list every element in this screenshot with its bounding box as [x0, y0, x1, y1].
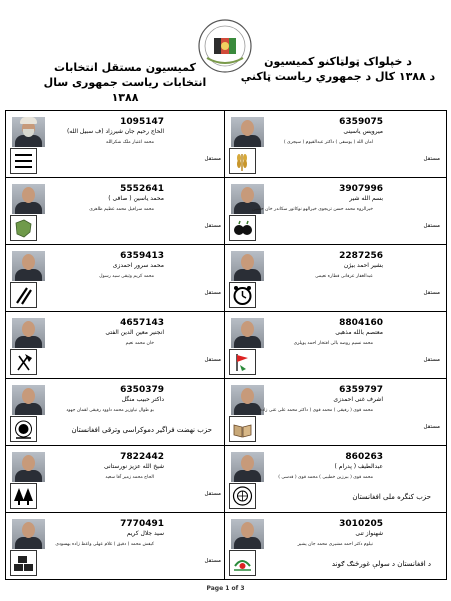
candidate-number: 6359413	[120, 251, 164, 261]
seal-icon	[12, 418, 35, 440]
candidate-name: انجنیر معین الدین الفتی	[105, 329, 164, 336]
candidate-status: مستقل	[423, 424, 440, 430]
electoral-symbol	[229, 483, 256, 509]
candidate-name: داکتر حبیب منگل	[121, 396, 164, 403]
party-name: د افغانستان د سولې غورځنګ ګوند	[331, 560, 431, 568]
electoral-symbol	[229, 550, 256, 576]
candidate-number: 2287256	[339, 251, 383, 261]
candidate-status: مستقل	[204, 156, 221, 162]
page-header	[0, 0, 451, 108]
iec-dari-line2: انتخابات ریاست جمهوری سال ۱۳۸۸	[43, 76, 207, 104]
candidate-running-mates: محمد سرافیل محمد عظیم ظاهری	[89, 207, 154, 212]
candidate-number: 8804160	[339, 318, 383, 328]
candidate-card	[6, 111, 224, 177]
iec-pashto-line1: د خپلواک ټولټاکنو کمیسیون	[264, 55, 412, 68]
iec-pashto-line2: د ۱۳۸۸ کال د جمهوري رياست ټاکنې	[240, 70, 436, 83]
pencil-icon	[12, 284, 35, 306]
candidate-status: مستقل	[423, 156, 440, 162]
candidate-status: مستقل	[204, 491, 221, 497]
candidate-number: 6350379	[120, 385, 164, 395]
electoral-symbol	[229, 349, 256, 375]
axe-icon	[12, 351, 35, 373]
book-icon	[231, 418, 254, 440]
candidate-running-mates: کیفش محمد ( دقیق ) غلام عهلی واعظ زاده بهسودی	[55, 542, 154, 547]
electoral-symbol	[10, 148, 37, 174]
candidate-name: شیخ الله عزیز نورستانی	[103, 463, 164, 470]
candidate-name: الحاج رحیم جان شیرزاد (ف سبیل الله)	[66, 128, 164, 135]
candidate-number: 860263	[345, 452, 383, 462]
candidate-card	[225, 446, 443, 512]
candidate-card	[6, 446, 224, 512]
electoral-symbol	[229, 416, 256, 442]
candidate-card	[6, 513, 224, 579]
iec-dari-line1: کمیسیون مستقل انتخابات	[54, 61, 196, 74]
candidate-running-mates: الحاج محمد زمیر آقا سعید	[105, 475, 154, 480]
electoral-symbol	[10, 550, 37, 576]
candidate-running-mates: خان محمد نعیم	[125, 341, 154, 346]
candidate-name: شهنواز تنی	[355, 530, 383, 537]
candidate-card	[225, 513, 443, 579]
candidate-card	[6, 379, 224, 445]
candidate-number: 7770491	[120, 519, 164, 529]
candidate-running-mates: خیرالزوه محمد حسن تریجوی خیرالهو نوکاتور سکاندر خان حسین	[252, 207, 373, 212]
candidate-name: معتصم بالله مذهبی	[335, 329, 383, 336]
party-name: حزب نهضت فراگیر دموکراسی وترقی افغانستان	[71, 426, 212, 434]
candidate-card	[6, 245, 224, 311]
candidate-card	[225, 312, 443, 378]
apple-icon	[231, 217, 254, 239]
clock-icon	[231, 284, 254, 306]
candidate-running-mates: محمد اعتبار ملک شکرالله	[106, 140, 154, 145]
electoral-symbol	[229, 215, 256, 241]
tree-icon	[12, 485, 35, 507]
bricks-icon	[12, 552, 35, 574]
candidate-running-mates: محمد کریم وثیقی سید رسول	[99, 274, 154, 279]
iec-pashto-title	[238, 54, 438, 84]
rows-icon	[12, 150, 35, 172]
candidate-card	[6, 312, 224, 378]
electoral-symbol	[229, 282, 256, 308]
candidate-running-mates: بو طوال نیاوزیز محمد داوود رفیقی لقمان جهود	[66, 408, 154, 413]
iec-dari-title	[40, 60, 210, 105]
candidate-status: مستقل	[423, 223, 440, 229]
candidate-number: 3010205	[339, 519, 383, 529]
candidate-running-mates: محمد نسیم روضه بالی افتخار احمد پوپلزی	[293, 341, 373, 346]
map-icon	[12, 217, 35, 239]
candidate-name: محمد سرور احمدزی	[112, 262, 164, 269]
candidate-running-mates: محمد قوی ( رفیقی ) محمد قوی ( داکتر محمد علی غنی زاده	[259, 408, 373, 413]
candidate-running-mates: امان الله ( یوسفی ) داکتر عبدالقیوم ( سپجری )	[283, 140, 373, 145]
candidate-card	[225, 245, 443, 311]
electoral-symbol	[10, 483, 37, 509]
candidate-number: 4657143	[120, 318, 164, 328]
candidate-running-mates: محمد قوی ( ببرزین خطیبی ) محمد قوی ( قدسی )	[278, 475, 373, 480]
candidate-grid	[5, 110, 447, 580]
candidate-number: 7822442	[120, 452, 164, 462]
candidate-number: 1095147	[120, 117, 164, 127]
candidate-number: 3907996	[339, 184, 383, 194]
candidate-running-mates: نیلوم دکتر احمد مشیری محمد جان پشیز	[297, 542, 373, 547]
candidate-name: میرویس یاسینی	[343, 128, 383, 135]
wheat-icon	[231, 150, 254, 172]
party-name: حزب کنگره ملی افغانستان	[352, 493, 431, 501]
emblem-icon	[231, 485, 254, 507]
candidate-card	[6, 178, 224, 244]
candidate-number: 6359797	[339, 385, 383, 395]
candidate-status: مستقل	[204, 357, 221, 363]
candidate-status: مستقل	[423, 290, 440, 296]
electoral-symbol	[10, 215, 37, 241]
candidate-card	[225, 178, 443, 244]
candidate-name: اشرف غنی احمدزی	[333, 396, 383, 403]
electoral-symbol	[10, 416, 37, 442]
candidate-name: بشیر احمد بیژن	[343, 262, 383, 269]
candidate-name: بسم الله شیر	[349, 195, 383, 202]
candidate-status: مستقل	[423, 357, 440, 363]
electoral-symbol	[10, 349, 37, 375]
electoral-symbol	[10, 282, 37, 308]
candidate-running-mates: عبدالغفار عرفانی قطاره نعیمی	[315, 274, 373, 279]
candidate-number: 5552641	[120, 184, 164, 194]
candidate-card	[225, 379, 443, 445]
candidate-status: مستقل	[204, 290, 221, 296]
candidate-number: 6359075	[339, 117, 383, 127]
wreath-icon	[231, 552, 254, 574]
flag-icon	[231, 351, 254, 373]
candidate-name: سید جلال کریم	[126, 530, 164, 537]
candidate-status: مستقل	[204, 558, 221, 564]
candidate-card	[225, 111, 443, 177]
page-number: Page 1 of 3	[206, 585, 245, 592]
electoral-symbol	[229, 148, 256, 174]
candidate-name: محمد یاسین ( صافی )	[108, 195, 164, 202]
candidate-status: مستقل	[204, 223, 221, 229]
candidate-name: عبدالطیف ( پدرام )	[334, 463, 383, 470]
